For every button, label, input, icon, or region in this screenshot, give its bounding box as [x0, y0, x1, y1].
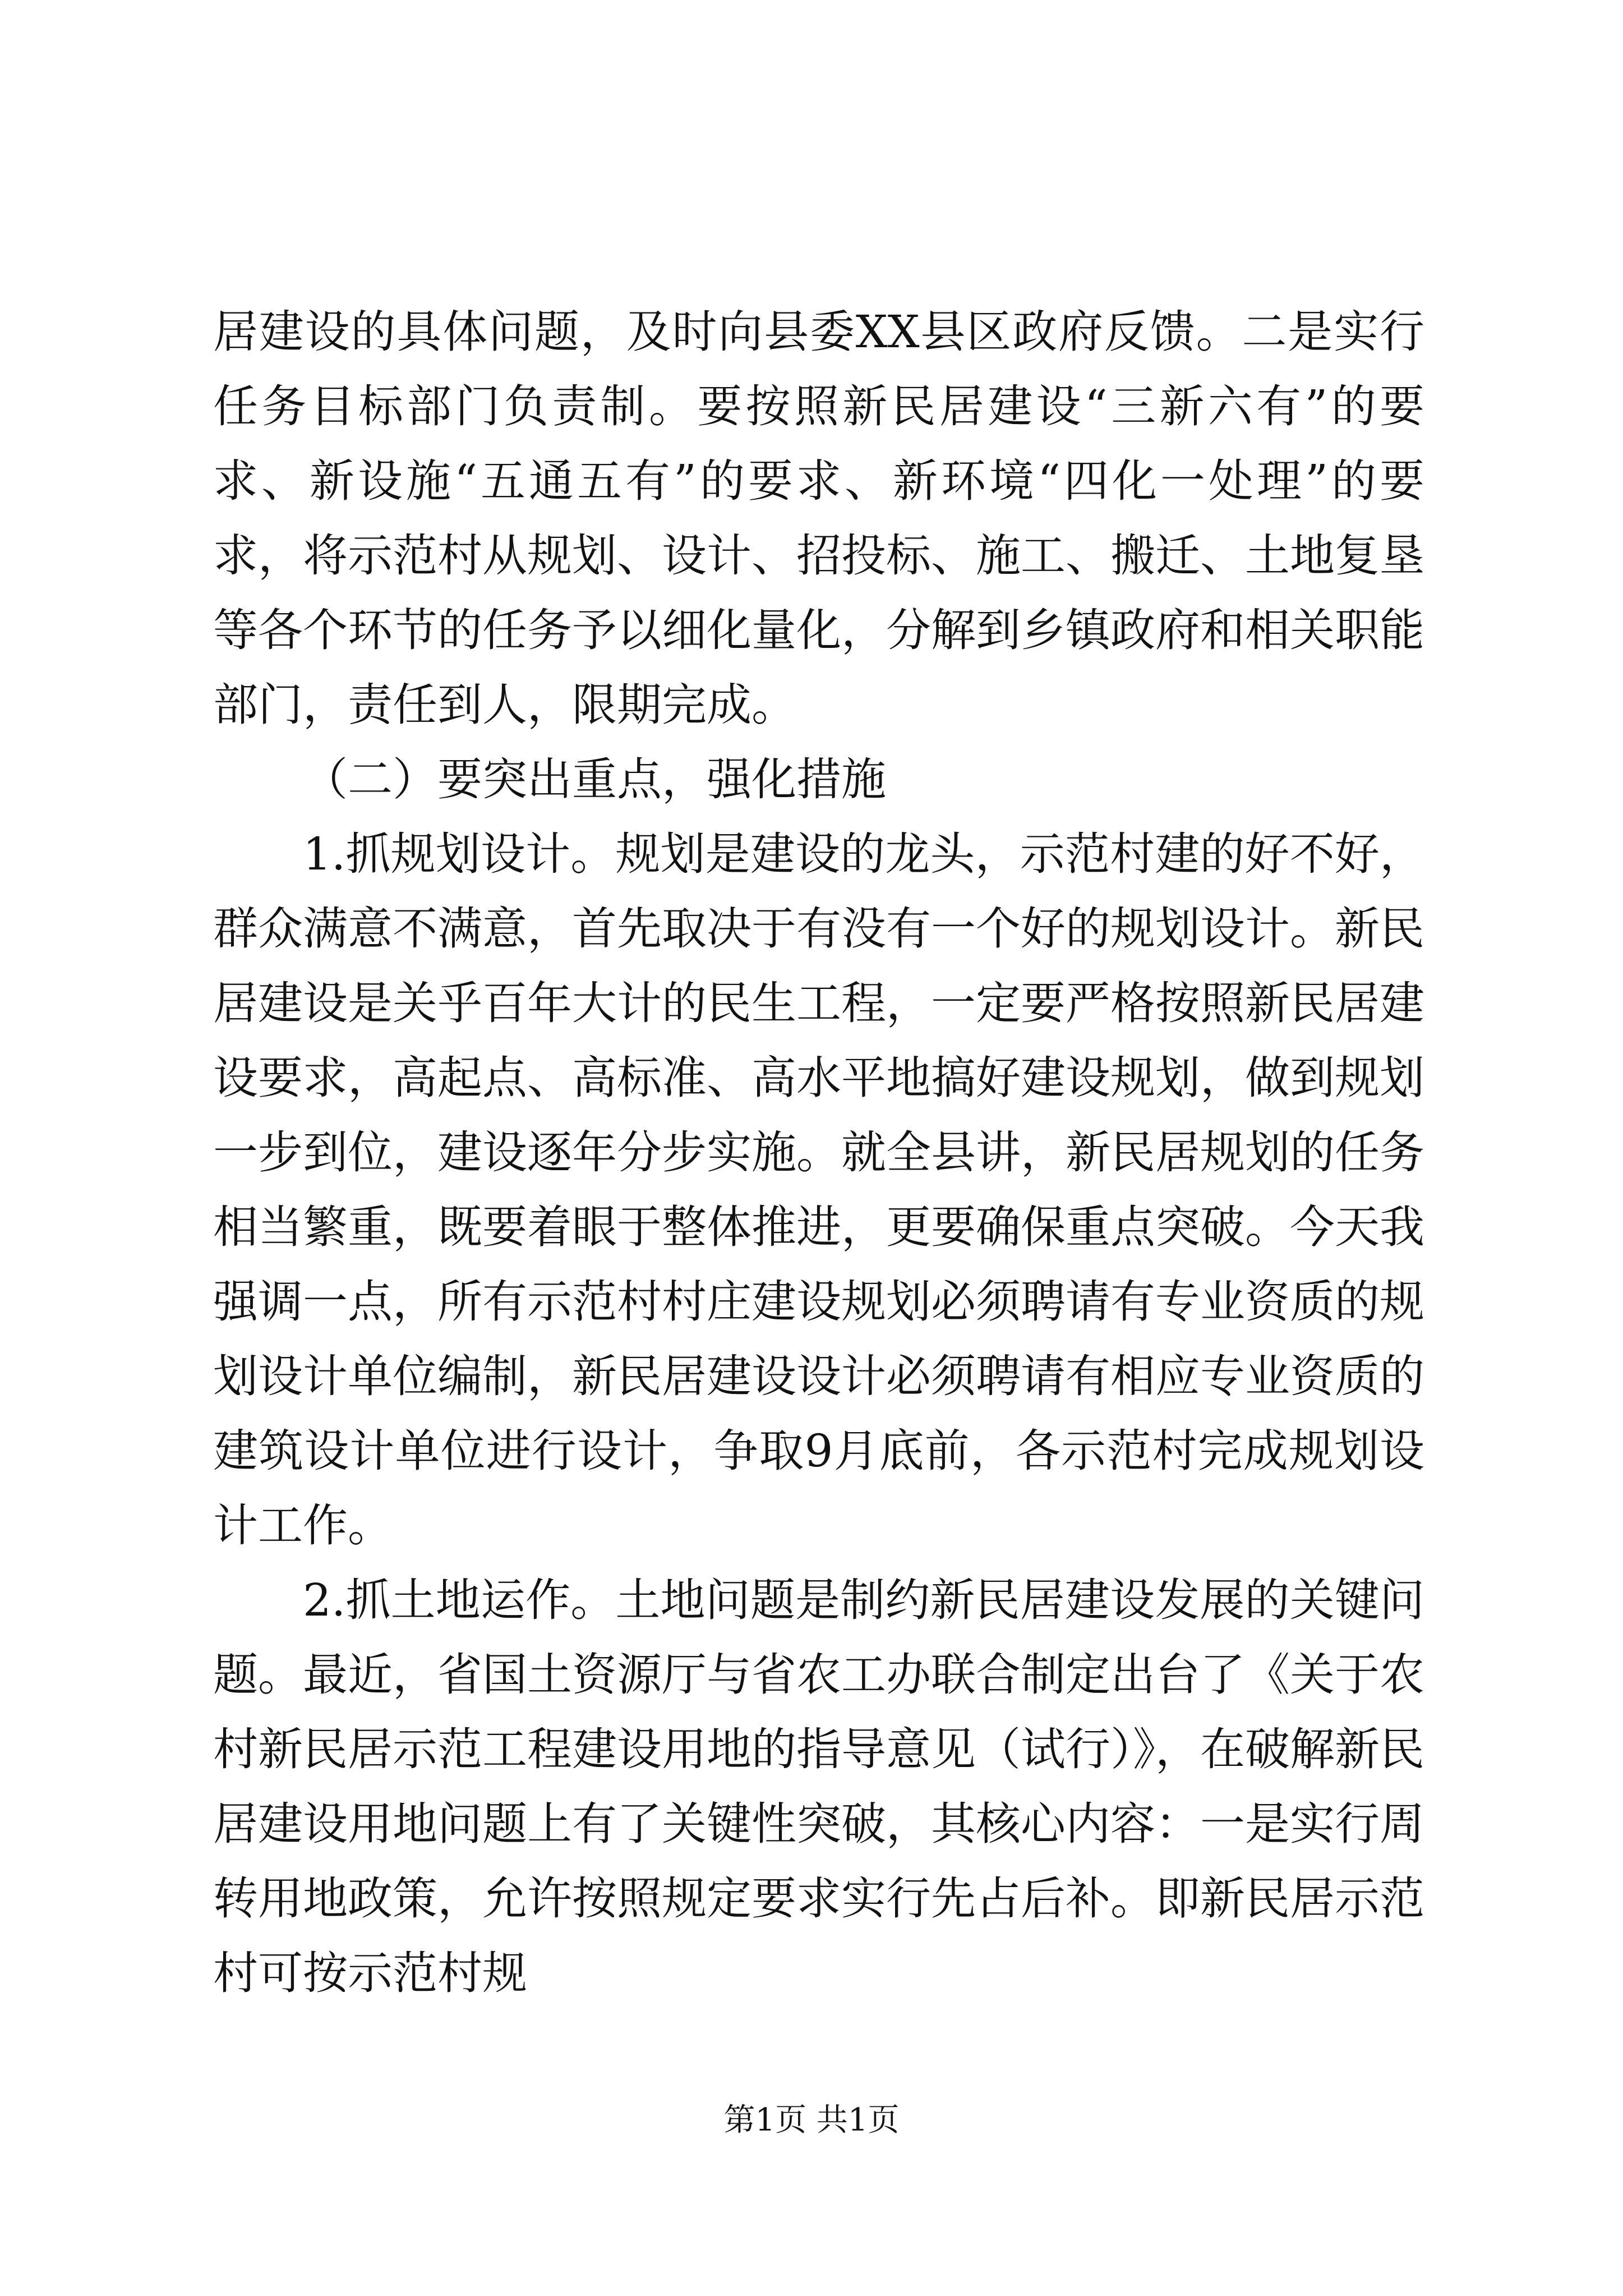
page-footer: 第1页 共1页 — [723, 2102, 900, 2138]
paragraph-land-operation: 2.抓土地运作。土地问题是制约新民居建设发展的关键问题。最近，省国土资源厅与省农工办联合制定出台了《关于农村新民居示范工程建设用地的指导意见（试行）》，在破解新民居建设用地问题上有了关键性突破，其核心内容：一是实行周转用地政策，允许按照规定要求实行先占后补。即新民居示范村可按示范村规 — [213, 1574, 1424, 1999]
paragraph-continuation: 居建设的具体问题，及时向县委XX县区政府反馈。二是实行任务目标部门负责制。要按照新民居建设“三新六有”的要求、新设施“五通五有”的要求、新环境“四化一处理”的要求，将示范村从规划、设计、招投标、施工、搬迁、土地复垦等各个环节的任务予以细化量化，分解到乡镇政府和相关职能部门，责任到人，限期完成。 — [213, 306, 1424, 731]
document-body — [213, 295, 1424, 2010]
section-heading: （二）要突出重点，强化措施 — [303, 753, 886, 806]
paragraph-planning-design: 1.抓规划设计。规划是建设的龙头，示范村建的好不好，群众满意不满意，首先取决于有没有一个好的规划设计。新民居建设是关乎百年大计的民生工程，一定要严格按照新民居建设要求，高起点、高标准、高水平地搞好建设规划，做到规划一步到位，建设逐年分步实施。就全县讲，新民居规划的任务相当繁重，既要着眼于整体推进，更要确保重点突破。今天我强调一点，所有示范村村庄建设规划必须聘请有专业资质的规划设计单位编制，新民居建设设计必须聘请有相应专业资质的建筑设计单位进行设计，争取9月底前，各示范村完成规划设计工作。 — [213, 828, 1424, 1552]
